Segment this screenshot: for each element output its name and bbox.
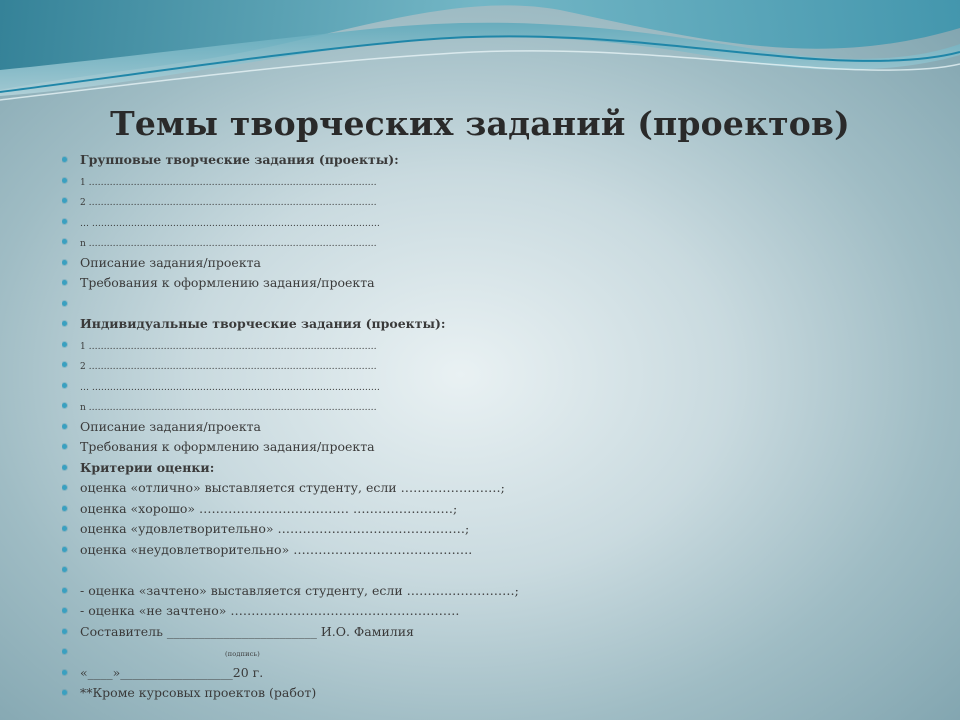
list-item-text: Составитель ________________________ И.О. Фамилия <box>80 623 414 639</box>
bullet-icon <box>62 588 67 593</box>
list-item <box>62 642 932 663</box>
list-item-text: Критерии оценки: <box>80 459 215 475</box>
list-item-text: Требования к оформлению задания/проекта <box>80 439 375 454</box>
bullet-icon <box>62 301 67 306</box>
list-item-text: **Кроме курсовых проектов (работ) <box>80 685 317 700</box>
bullet-icon <box>62 465 67 470</box>
list-item <box>62 663 932 684</box>
list-item-text: оценка «отлично» выставляется студенту, если ……………………; <box>80 480 505 495</box>
slide-title: Темы творческих заданий (проектов) <box>110 104 850 143</box>
list-item <box>62 417 932 438</box>
list-item-text: 1 …………………………………………………………………………………… <box>80 341 377 352</box>
list-item-text: n …………………………………………………………………………………… <box>80 403 377 413</box>
list-item <box>62 581 932 602</box>
bullet-icon <box>62 239 67 244</box>
list-item-text: (подпись) <box>225 650 260 658</box>
bullet-icon <box>62 342 67 347</box>
list-item-text: n …………………………………………………………………………………… <box>80 239 377 249</box>
bullet-icon <box>62 362 67 367</box>
list-item <box>62 376 932 397</box>
list-item-text: Описание задания/проекта <box>80 254 262 270</box>
bullet-icon <box>62 157 67 162</box>
bullet-icon <box>62 506 67 511</box>
bullet-icon <box>62 321 67 326</box>
list-item <box>62 437 932 458</box>
list-item-text: «____»__________________20 г. <box>80 664 264 680</box>
list-item <box>62 232 932 253</box>
list-item-text: оценка «неудовлетворительно» ……………………………………. <box>80 541 473 557</box>
list-item-text: Требования к оформлению задания/проекта <box>80 275 375 290</box>
list-item <box>62 355 932 376</box>
bullet-icon <box>62 403 67 408</box>
list-item-text: 2 …………………………………………………………………………………… <box>80 198 377 208</box>
bullet-icon <box>62 670 67 675</box>
list-item-text: Групповые творческие задания (проекты): <box>80 152 399 167</box>
bullet-icon <box>62 424 67 429</box>
list-item-text: 2 …………………………………………………………………………………… <box>80 362 377 372</box>
bullet-icon <box>62 608 67 613</box>
list-item <box>62 458 932 479</box>
list-item-text: - оценка «зачтено» выставляется студенту, если ………..……………; <box>80 582 519 598</box>
list-item-text: … …………………………………………………………………………………… <box>80 218 380 229</box>
list-item <box>62 478 932 499</box>
bullet-icon <box>62 219 67 224</box>
list-item-text: Индивидуальные творческие задания (проекты): <box>80 316 446 331</box>
list-item <box>62 150 932 171</box>
list-item <box>62 499 932 520</box>
list-item <box>62 560 932 581</box>
list-item-text: Описание задания/проекта <box>80 418 262 434</box>
decorative-wave-banner <box>0 0 960 110</box>
bullet-icon <box>62 547 67 552</box>
list-item-text: оценка «хорошо» ……………………………… ……………………; <box>80 500 458 516</box>
bullet-icon <box>62 649 67 654</box>
list-item <box>62 683 932 704</box>
list-item <box>62 519 932 540</box>
list-item-text: - оценка «не зачтено» ………………………………………………. <box>80 603 460 618</box>
bullet-icon <box>62 526 67 531</box>
bullet-icon <box>62 485 67 490</box>
list-item <box>62 335 932 356</box>
bullet-icon <box>62 567 67 572</box>
bullet-icon <box>62 280 67 285</box>
list-item <box>62 294 932 315</box>
list-item <box>62 396 932 417</box>
list-item <box>62 171 932 192</box>
list-item <box>62 273 932 294</box>
list-item <box>62 540 932 561</box>
bullet-icon <box>62 383 67 388</box>
content-list <box>62 150 932 704</box>
bullet-icon <box>62 178 67 183</box>
list-item <box>62 253 932 274</box>
list-item <box>62 212 932 233</box>
list-item <box>62 191 932 212</box>
list-item-text: … …………………………………………………………………………………… <box>80 382 380 393</box>
list-item <box>62 622 932 643</box>
bullet-icon <box>62 629 67 634</box>
list-item <box>62 601 932 622</box>
bullet-icon <box>62 444 67 449</box>
bullet-icon <box>62 260 67 265</box>
bullet-icon <box>62 690 67 695</box>
list-item-text: оценка «удовлетворительно» ………………………………………; <box>80 521 470 536</box>
list-item <box>62 314 932 335</box>
list-item-text: 1 …………………………………………………………………………………… <box>80 177 377 188</box>
bullet-icon <box>62 198 67 203</box>
